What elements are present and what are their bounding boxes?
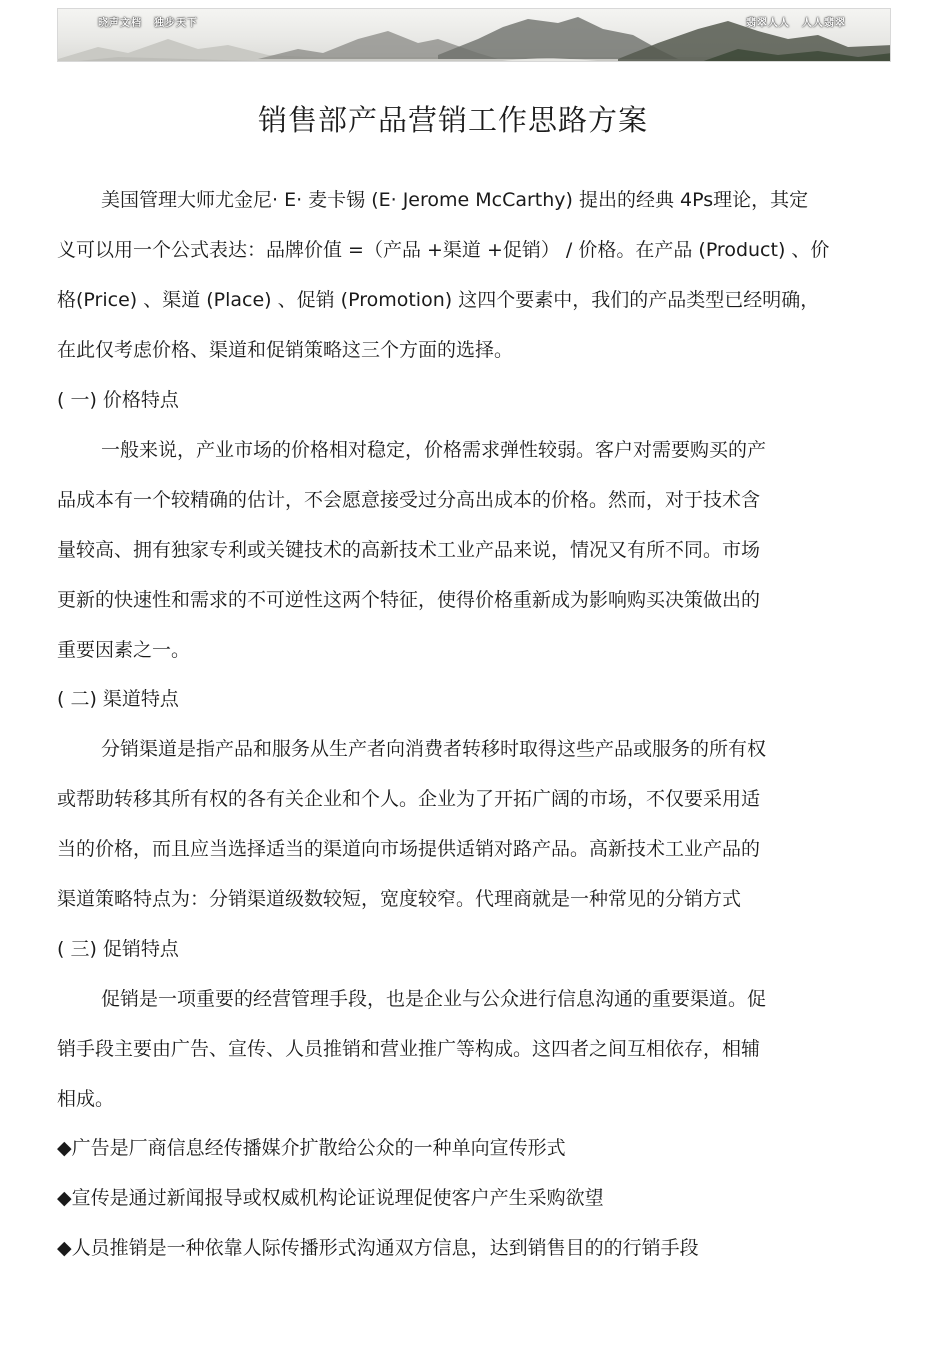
document-title: 销售部产品营销工作思路方案 xyxy=(257,103,648,137)
banner-left-text-2: 独步天下 xyxy=(154,18,198,29)
bullet-item-publicity: ◆宣传是通过新闻报导或权威机构论证说理促使客户产生采购欲望 xyxy=(57,1187,604,1209)
banner-left-text-1: 晓声文档 xyxy=(98,18,142,29)
banner-right-text-2: 人人翡翠 xyxy=(802,18,846,29)
header-banner-image xyxy=(57,8,891,62)
intro-line-2: 义可以用一个公式表达：品牌价值 =（产品 +渠道 +促销） / 价格。在产品 (Product) 、价 xyxy=(57,239,830,261)
banner-right-caption xyxy=(746,14,846,29)
banner-right-text-1: 翡翠人人 xyxy=(746,18,790,29)
price-paragraph-line: 品成本有一个较精确的估计，不会愿意接受过分高出成本的价格。然而，对于技术含 xyxy=(57,489,761,511)
price-paragraph-line: 量较高、拥有独家专利或关键技术的高新技术工业产品来说，情况又有所不同。市场 xyxy=(57,539,761,561)
promotion-paragraph-line: 相成。 xyxy=(57,1088,115,1110)
section-heading-promotion: ( 三) 促销特点 xyxy=(57,938,179,960)
price-paragraph-line: 更新的快速性和需求的不可逆性这两个特征，使得价格重新成为影响购买决策做出的 xyxy=(57,589,761,611)
channel-paragraph-line: 或帮助转移其所有权的各有关企业和个人。企业为了开拓广阔的市场，不仅要采用适 xyxy=(57,788,761,810)
bullet-item-advertising: ◆广告是厂商信息经传播媒介扩散给公众的一种单向宣传形式 xyxy=(57,1137,566,1159)
price-paragraph-line: 重要因素之一。 xyxy=(57,639,191,661)
channel-paragraph-line: 当的价格，而且应当选择适当的渠道向市场提供适销对路产品。高新技术工业产品的 xyxy=(57,838,761,860)
promotion-paragraph-line: 促销是一项重要的经营管理手段，也是企业与公众进行信息沟通的重要渠道。促 xyxy=(101,988,767,1010)
promotion-paragraph-line: 销手段主要由广告、宣传、人员推销和营业推广等构成。这四者之间互相依存，相辅 xyxy=(57,1038,761,1060)
intro-line-3: 格(Price) 、渠道 (Place) 、促销 (Promotion) 这四个要素中，我们的产品类型已经明确， xyxy=(57,289,820,311)
bullet-item-personal-selling: ◆人员推销是一种依靠人际传播形式沟通双方信息，达到销售目的的行销手段 xyxy=(57,1237,699,1259)
section-heading-price: ( 一) 价格特点 xyxy=(57,389,179,411)
channel-paragraph-line: 分销渠道是指产品和服务从生产者向消费者转移时取得这些产品或服务的所有权 xyxy=(101,738,767,760)
intro-line-1: 美国管理大师尤金尼· E· 麦卡锡 (E· Jerome McCarthy) 提出的经典 4Ps理论，其定 xyxy=(101,189,809,211)
section-heading-channel: ( 二) 渠道特点 xyxy=(57,688,179,710)
price-paragraph-line: 一般来说，产业市场的价格相对稳定，价格需求弹性较弱。客户对需要购买的产 xyxy=(101,439,767,461)
intro-line-4: 在此仅考虑价格、渠道和促销策略这三个方面的选择。 xyxy=(57,339,514,361)
banner-left-caption xyxy=(98,14,198,29)
channel-paragraph-line: 渠道策略特点为：分销渠道级数较短，宽度较窄。代理商就是一种常见的分销方式 xyxy=(57,888,742,910)
